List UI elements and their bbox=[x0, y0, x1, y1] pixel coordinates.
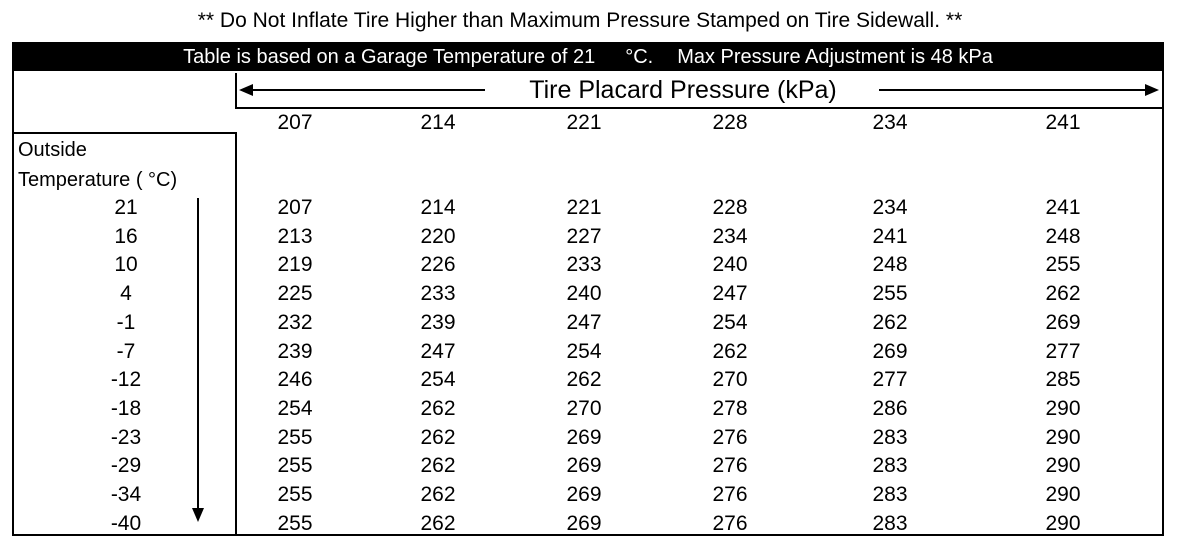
pressure-cell: 255 bbox=[277, 454, 313, 478]
pressure-cell: 207 bbox=[277, 196, 313, 219]
outside-temp-label: -7 bbox=[116, 339, 136, 363]
row-header-line2: Temperature ( °C) bbox=[18, 169, 178, 191]
pressure-cell: 262 bbox=[420, 454, 456, 478]
pressure-cell: 269 bbox=[566, 454, 602, 478]
placard-pressure-header: 207 bbox=[277, 111, 313, 134]
placard-header-band bbox=[235, 73, 1164, 109]
pressure-cell: 277 bbox=[872, 368, 908, 392]
pressure-cell: 246 bbox=[277, 368, 313, 392]
placard-header-title: Tire Placard Pressure (kPa) bbox=[529, 76, 837, 104]
arrow-down-icon bbox=[192, 508, 204, 522]
banner-unit: °C. bbox=[625, 46, 654, 68]
pressure-cell: 226 bbox=[420, 253, 456, 277]
pressure-cell: 247 bbox=[420, 339, 456, 363]
pressure-cell: 262 bbox=[420, 396, 456, 420]
pressure-cell: 213 bbox=[277, 224, 313, 248]
row-header-line1: Outside bbox=[18, 139, 87, 161]
outside-temp-label: -23 bbox=[110, 425, 142, 449]
outside-temp-label: 21 bbox=[114, 196, 138, 219]
banner-suffix: Max Pressure Adjustment is 48 kPa bbox=[677, 46, 993, 68]
pressure-cell: 247 bbox=[566, 310, 602, 334]
pressure-cell: 254 bbox=[566, 339, 602, 363]
pressure-table bbox=[12, 42, 1164, 536]
pressure-cell: 227 bbox=[566, 224, 602, 248]
pressure-cell: 214 bbox=[420, 196, 456, 219]
outside-temp-label: -18 bbox=[110, 396, 142, 420]
arrow-line-down bbox=[197, 198, 199, 510]
pressure-cell: 270 bbox=[566, 396, 602, 420]
pressure-cell: 254 bbox=[277, 396, 313, 420]
outside-temp-label: -12 bbox=[110, 368, 142, 392]
placard-pressure-header: 228 bbox=[712, 111, 748, 134]
arrow-right-icon bbox=[1145, 84, 1159, 96]
pressure-cell: 285 bbox=[1045, 368, 1081, 392]
warning-text: ** Do Not Inflate Tire Higher than Maximum Pressure Stamped on Tire Sidewall. ** bbox=[197, 9, 963, 32]
pressure-cell: 278 bbox=[712, 396, 748, 420]
pressure-cell: 220 bbox=[420, 224, 456, 248]
pressure-cell: 254 bbox=[712, 310, 748, 334]
pressure-cell: 283 bbox=[872, 454, 908, 478]
pressure-cell: 233 bbox=[566, 253, 602, 277]
pressure-cell: 269 bbox=[872, 339, 908, 363]
outside-temp-label: -34 bbox=[110, 483, 142, 506]
table-banner bbox=[14, 44, 1162, 71]
pressure-cell: 241 bbox=[1045, 196, 1081, 219]
pressure-cell: 270 bbox=[712, 368, 748, 392]
arrow-line-right bbox=[879, 89, 1149, 91]
pressure-cell: 241 bbox=[872, 224, 908, 248]
pressure-cell: 255 bbox=[1045, 253, 1081, 277]
pressure-cell: 269 bbox=[566, 425, 602, 449]
pressure-cell: 262 bbox=[1045, 282, 1081, 306]
pressure-cell: 269 bbox=[1045, 310, 1081, 334]
pressure-cell: 262 bbox=[872, 310, 908, 334]
outside-temp-label: -1 bbox=[116, 310, 136, 334]
pressure-cell: 276 bbox=[712, 511, 748, 535]
pressure-cell: 290 bbox=[1045, 396, 1081, 420]
pressure-cell: 269 bbox=[566, 483, 602, 506]
pressure-cell: 255 bbox=[277, 425, 313, 449]
pressure-cell: 290 bbox=[1045, 511, 1081, 535]
pressure-cell: 286 bbox=[872, 396, 908, 420]
pressure-cell: 225 bbox=[277, 282, 313, 306]
pressure-cell: 276 bbox=[712, 483, 748, 506]
pressure-cell: 290 bbox=[1045, 454, 1081, 478]
pressure-cell: 247 bbox=[712, 282, 748, 306]
pressure-cell: 255 bbox=[277, 511, 313, 535]
pressure-cell: 262 bbox=[420, 425, 456, 449]
pressure-cell: 290 bbox=[1045, 425, 1081, 449]
pressure-cell: 219 bbox=[277, 253, 313, 277]
outside-temp-label: 4 bbox=[120, 282, 132, 306]
pressure-cell: 240 bbox=[712, 253, 748, 277]
banner-prefix: Table is based on a Garage Temperature of 21 bbox=[183, 46, 596, 68]
pressure-cell: 277 bbox=[1045, 339, 1081, 363]
pressure-cell: 232 bbox=[277, 310, 313, 334]
pressure-cell: 276 bbox=[712, 454, 748, 478]
pressure-cell: 248 bbox=[872, 253, 908, 277]
pressure-cell: 239 bbox=[420, 310, 456, 334]
pressure-cell: 221 bbox=[566, 196, 602, 219]
pressure-cell: 262 bbox=[420, 483, 456, 506]
pressure-cell: 276 bbox=[712, 425, 748, 449]
outside-temp-label: 16 bbox=[114, 224, 138, 248]
pressure-cell: 228 bbox=[712, 196, 748, 219]
pressure-cell: 283 bbox=[872, 511, 908, 535]
pressure-cell: 239 bbox=[277, 339, 313, 363]
pressure-cell: 248 bbox=[1045, 224, 1081, 248]
pressure-cell: 234 bbox=[712, 224, 748, 248]
pressure-cell: 290 bbox=[1045, 483, 1081, 506]
arrow-line-left bbox=[247, 89, 485, 91]
pressure-cell: 255 bbox=[872, 282, 908, 306]
placard-pressure-header: 214 bbox=[420, 111, 456, 134]
outside-temp-label: -40 bbox=[110, 511, 142, 535]
pressure-cell: 234 bbox=[872, 196, 908, 219]
pressure-cell: 262 bbox=[420, 511, 456, 535]
placard-pressure-header: 221 bbox=[566, 111, 602, 134]
outside-temp-label: -29 bbox=[110, 454, 142, 478]
outside-temp-label: 10 bbox=[114, 253, 138, 277]
pressure-cell: 283 bbox=[872, 483, 908, 506]
pressure-cell: 233 bbox=[420, 282, 456, 306]
pressure-cell: 269 bbox=[566, 511, 602, 535]
pressure-cell: 262 bbox=[712, 339, 748, 363]
placard-pressure-header: 241 bbox=[1045, 111, 1081, 134]
pressure-cell: 255 bbox=[277, 483, 313, 506]
pressure-cell: 262 bbox=[566, 368, 602, 392]
pressure-cell: 254 bbox=[420, 368, 456, 392]
pressure-cell: 283 bbox=[872, 425, 908, 449]
pressure-cell: 240 bbox=[566, 282, 602, 306]
placard-pressure-header: 234 bbox=[872, 111, 908, 134]
